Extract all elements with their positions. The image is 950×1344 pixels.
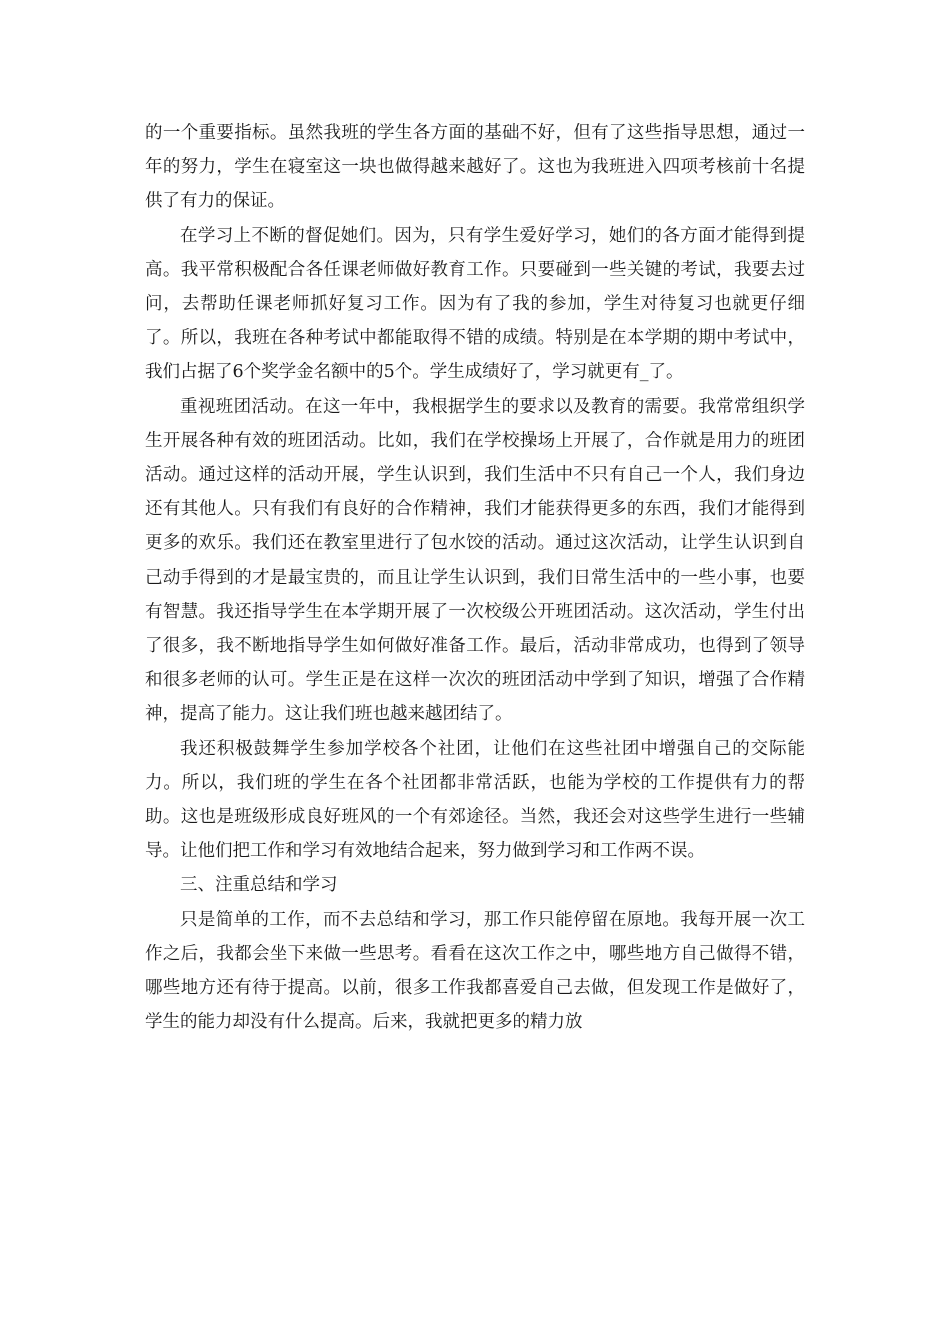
paragraph-student-clubs: 我还积极鼓舞学生参加学校各个社团，让他们在这些社团中增强自己的交际能力。所以，我们班的学生在各个社团都非常活跃，也能为学校的工作提供有力的帮助。这也是班级形成良好班风的一个有郊途径。当然，我还会对这些学生进行一些辅导。让他们把工作和学习有效地结合起来，努力做到学习和工作两不误。 xyxy=(145,738,805,862)
paragraph-class-activities: 重视班团活动。在这一年中，我根据学生的要求以及教育的需要。我常常组织学生开展各种有效的班团活动。比如，我们在学校操场上开展了，合作就是用力的班团活动。通过这样的活动开展，学生认识到，我们生活中不只有自己一个人，我们身边还有其他人。只有我们有良好的合作精神，我们才能获得更多的东西，我们才能得到更多的欢乐。我们还在教室里进行了包水饺的活动。通过这次活动，让学生认识到自己动手得到的才是最宝贵的，而且让学生认识到，我们日常生活中的一些小事，也要有智慧。我还指导学生在本学期开展了一次校级公开班团活动。这次活动，学生付出了很多，我不断地指导学生如何做好准备工作。最后，活动非常成功，也得到了领导和很多老师的认可。学生正是在这样一次次的班团活动中学到了知识，增强了合作精神，提高了能力。这让我们班也越来越团结了。 xyxy=(145,396,805,725)
paragraph-continuation: 的一个重要指标。虽然我班的学生各方面的基础不好，但有了这些指导思想，通过一年的努力，学生在寝室这一块也做得越来越好了。这也为我班进入四项考核前十名提供了有力的保证。 xyxy=(145,123,805,212)
document-body xyxy=(145,116,805,1039)
paragraph-summary-learning: 只是简单的工作，而不去总结和学习，那工作只能停留在原地。我每开展一次工作之后，我都会坐下来做一些思考。看看在这次工作之中，哪些地方自己做得不错，哪些地方还有待于提高。以前，很多工作我都喜爱自己去做，但发现工作是做好了，学生的能力却没有什么提高。后来，我就把更多的精力放 xyxy=(145,909,805,1033)
section-heading: 三、注重总结和学习 xyxy=(180,875,338,896)
paragraph-study-supervision: 在学习上不断的督促她们。因为，只有学生爱好学习，她们的各方面才能得到提高。我平常积极配合各任课老师做好教育工作。只要碰到一些关键的考试，我要去过问，去帮助任课老师抓好复习工作。因为有了我的参加，学生对待复习也就更仔细了。所以，我班在各种考试中都能取得不错的成绩。特别是在本学期的期中考试中，我们占据了6个奖学金名额中的5个。学生成绩好了，学习就更有_了。 xyxy=(145,225,805,383)
